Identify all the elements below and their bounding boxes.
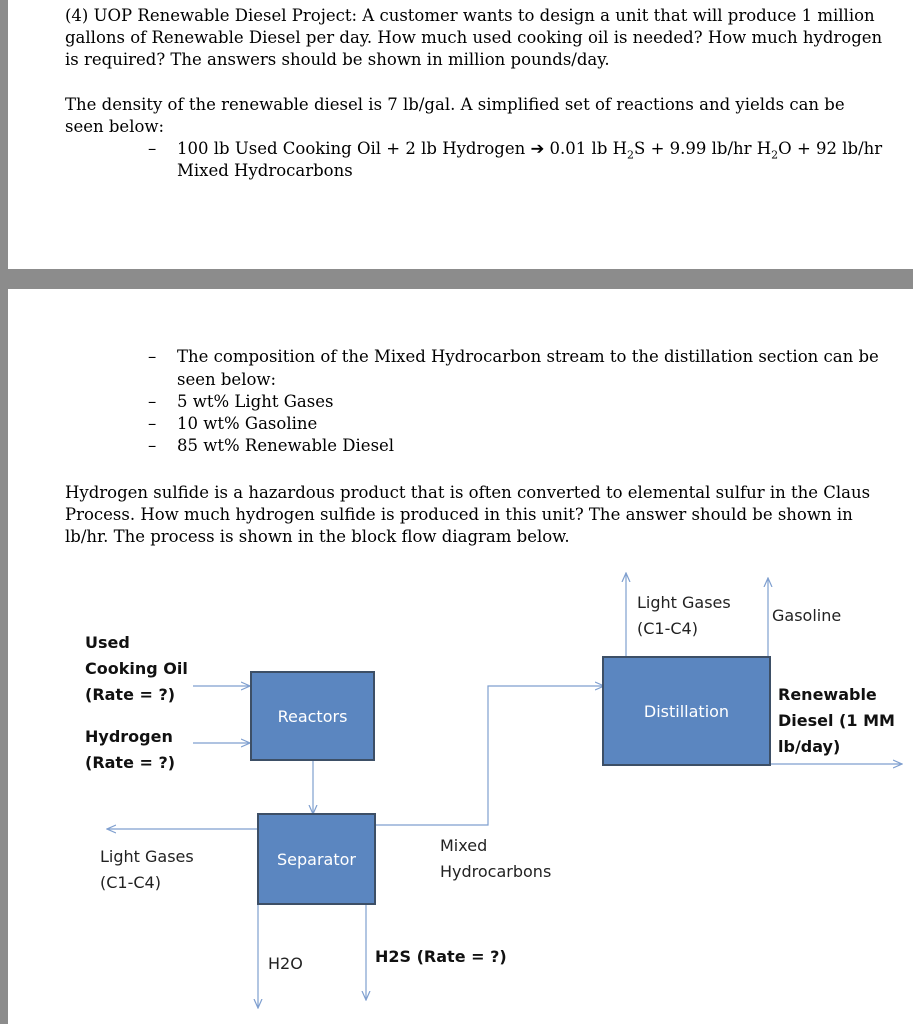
hydrogen-label-line-1: Hydrogen	[85, 727, 173, 746]
hydrogen-label	[85, 724, 175, 776]
density-line-1: The density of the renewable diesel is 7 lb/gal. A simplified set of reactions and yields can be	[65, 95, 845, 114]
reaction-part-2: S + 9.99 lb/hr H	[634, 139, 772, 158]
h2s-line-2: Process. How much hydrogen sulfide is produced in this unit? The answer should be shown in	[65, 505, 853, 524]
light-gases-left-line-1: Light Gases	[100, 847, 194, 866]
separator-block: Separator	[257, 813, 376, 905]
h2s-label: H2S (Rate = ?)	[375, 947, 507, 966]
light-gases-left-label	[100, 844, 194, 896]
reaction-line-2: Mixed Hydrocarbons	[177, 161, 353, 180]
composition-item-0: The composition of the Mixed Hydrocarbon stream to the distillation section can be	[177, 347, 879, 366]
h2o-label: H2O	[268, 954, 303, 973]
composition-bullet-3: –	[148, 414, 157, 433]
rd-label-line-3: lb/day)	[778, 737, 841, 756]
question-line-1: (4) UOP Renewable Diesel Project: A customer wants to design a unit that will produce 1 million	[65, 6, 875, 25]
mixed-line-2: Hydrocarbons	[440, 862, 552, 881]
question-line-3: is required? The answers should be shown in million pounds/day.	[65, 50, 610, 69]
reaction-part-3: O + 92 lb/hr	[778, 139, 883, 158]
h2s-line-3: lb/hr. The process is shown in the block flow diagram below.	[65, 527, 570, 546]
light-gases-top-label	[637, 590, 731, 642]
hydrogen-label-line-2: (Rate = ?)	[85, 753, 176, 772]
composition-item-1: seen below:	[177, 370, 277, 389]
uco-label	[85, 630, 188, 708]
question-line-2: gallons of Renewable Diesel per day. How much used cooking oil is needed? How much hydrogen	[65, 28, 883, 47]
reaction-sub-2: 2	[771, 148, 779, 162]
composition-bullet-2: –	[148, 392, 157, 411]
reactors-block: Reactors	[250, 671, 375, 761]
mixed-line-1: Mixed	[440, 836, 488, 855]
rd-label-line-1: Renewable	[778, 685, 877, 704]
reaction-bullet: –	[148, 139, 157, 158]
composition-bullet-4: –	[148, 436, 157, 455]
reaction-sub-1: 2	[627, 148, 635, 162]
uco-label-line-1: Used	[85, 633, 130, 652]
gasoline-label: Gasoline	[772, 606, 842, 625]
distillation-block: Distillation	[602, 656, 771, 766]
mixed-hydrocarbons-label	[440, 833, 551, 885]
light-gases-top-line-1: Light Gases	[637, 593, 731, 612]
composition-item-3: 10 wt% Gasoline	[177, 414, 318, 433]
reaction-part-1: 100 lb Used Cooking Oil + 2 lb Hydrogen ➔ 0.01 lb H	[177, 139, 628, 158]
composition-bullet-0: –	[148, 347, 157, 366]
mixed-hydrocarbons-arrow	[374, 686, 604, 825]
light-gases-top-line-2: (C1-C4)	[637, 619, 698, 638]
composition-item-2: 5 wt% Light Gases	[177, 392, 334, 411]
rd-label-line-2: Diesel (1 MM	[778, 711, 895, 730]
uco-label-line-2: Cooking Oil	[85, 659, 188, 678]
renewable-diesel-label	[778, 682, 895, 760]
h2s-line-1: Hydrogen sulfide is a hazardous product that is often converted to elemental sulfur in the Claus	[65, 483, 871, 502]
composition-item-4: 85 wt% Renewable Diesel	[177, 436, 395, 455]
uco-label-line-3: (Rate = ?)	[85, 685, 176, 704]
density-line-2: seen below:	[65, 117, 165, 136]
light-gases-left-line-2: (C1-C4)	[100, 873, 161, 892]
